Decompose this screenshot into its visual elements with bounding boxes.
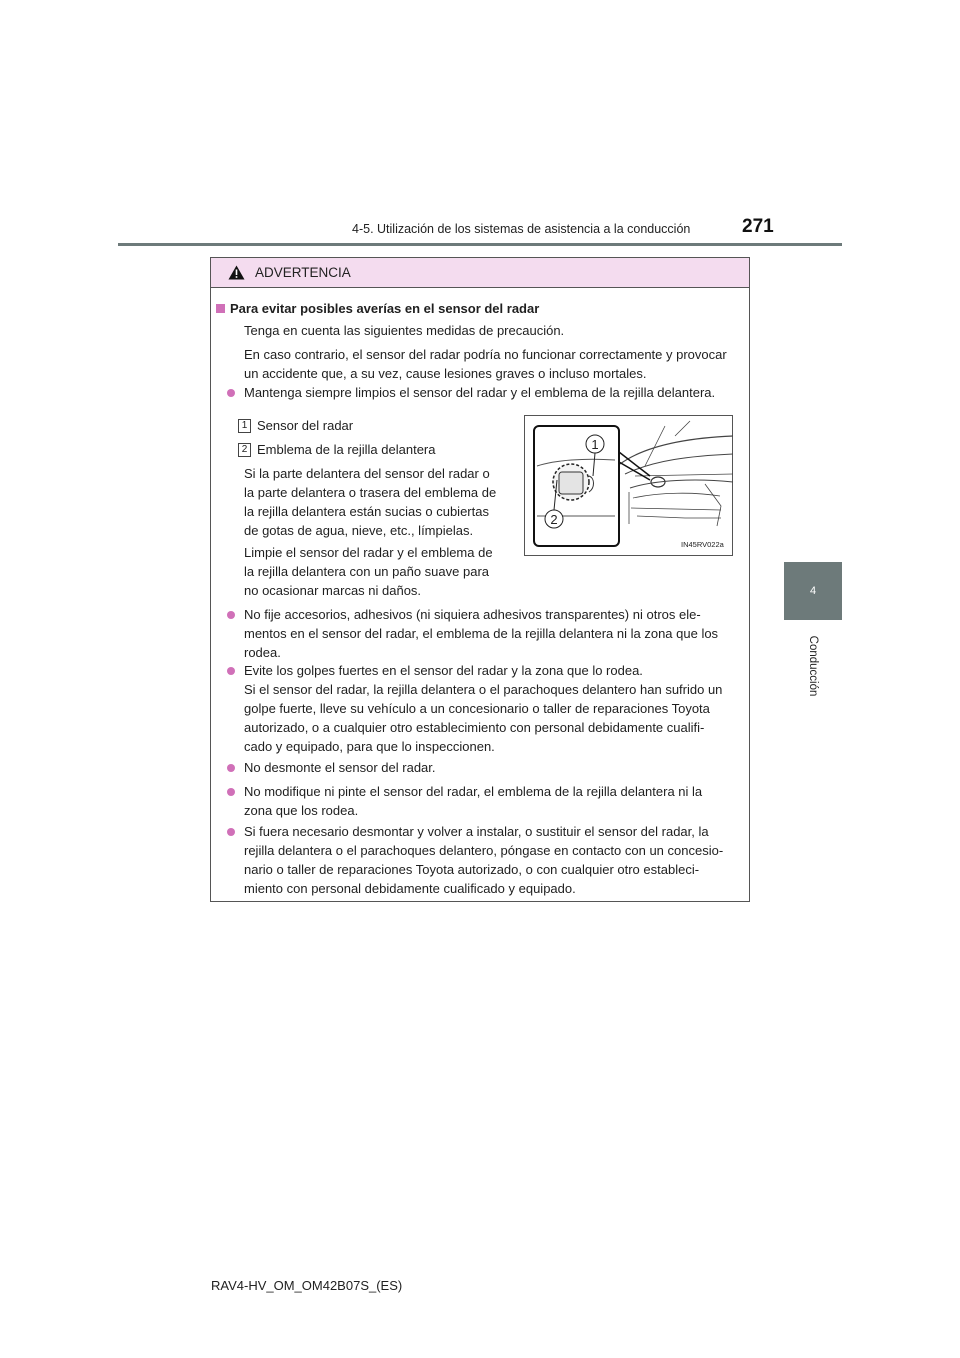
- bullet-accessories-line-2: mentos en el sensor del radar, el emblema de la rejilla delantera ni la zona que los: [244, 626, 719, 641]
- bullet-icon: [227, 764, 235, 772]
- dirty-line-3: la rejilla delantera están sucias o cubiertas: [244, 504, 489, 519]
- bullet-icon: [227, 828, 235, 836]
- clean-line-3: no ocasionar marcas ni daños.: [244, 583, 422, 598]
- bullet-replace-line-2: rejilla delantera o el parachoques delantero, póngase en contacto con un concesio-: [244, 843, 724, 858]
- number-badge-1: 1: [238, 419, 251, 433]
- bullet-impacts-line-4: autorizado, o a cualquier otro establecimiento con personal debidamente cualifi-: [244, 720, 705, 735]
- item-radar-sensor: Sensor del radar: [257, 418, 354, 433]
- chapter-title: Conducción: [807, 635, 819, 697]
- clean-line-2: la rejilla delantera con un paño suave para: [244, 564, 490, 579]
- warning-box: [210, 257, 750, 902]
- radar-sensor-figure: [524, 415, 733, 556]
- dirty-line-2: la parte delantera o trasera del emblema de: [244, 485, 497, 500]
- warning-title: ADVERTENCIA: [255, 265, 351, 280]
- bullet-replace-line-1: Si fuera necesario desmontar y volver a instalar, o sustituir el sensor del radar, la: [244, 824, 709, 839]
- section-title: 4-5. Utilización de los sistemas de asistencia a la conducción: [352, 222, 691, 236]
- page-number: 271: [742, 216, 774, 237]
- item-grille-emblem: Emblema de la rejilla delantera: [257, 442, 436, 457]
- bullet-replace-line-4: miento con personal debidamente cualificado y equipado.: [244, 881, 576, 896]
- bullet-icon: [227, 611, 235, 619]
- bullet-icon: [227, 667, 235, 675]
- consequence-line-2: un accidente que, a su vez, cause lesiones graves o incluso mortales.: [244, 366, 647, 381]
- clean-line-1: Limpie el sensor del radar y el emblema de: [244, 545, 493, 560]
- warning-heading: Para evitar posibles averías en el sensor del radar: [216, 299, 539, 318]
- bullet-icon: [227, 389, 235, 397]
- callout-2: 2: [550, 512, 558, 527]
- intro-text: Tenga en cuenta las siguientes medidas de precaución.: [244, 323, 565, 338]
- figure-code: IN45RV022a: [681, 540, 724, 549]
- consequence-line-1: En caso contrario, el sensor del radar podría no funcionar correctamente y provocar: [244, 347, 727, 362]
- bullet-impacts-line-2: Si el sensor del radar, la rejilla delantera o el parachoques delantero han sufrido un: [244, 682, 723, 697]
- warning-triangle-icon: [228, 265, 245, 280]
- bullet-impacts-line-3: golpe fuerte, lleve su vehículo a un concesionario o taller de reparaciones Toyota: [244, 701, 710, 716]
- bullet-accessories-line-3: rodea.: [244, 645, 281, 660]
- bullet-keep-clean: Mantenga siempre limpios el sensor del radar y el emblema de la rejilla delantera.: [244, 385, 716, 400]
- car-front-illustration: [525, 416, 734, 557]
- header-divider: [118, 243, 842, 246]
- document-code: RAV4-HV_OM_OM42B07S_(ES): [211, 1278, 403, 1293]
- number-badge-2: 2: [238, 443, 251, 457]
- bullet-no-disassemble: No desmonte el sensor del radar.: [244, 760, 436, 775]
- square-bullet-icon: [216, 304, 225, 313]
- bullet-replace-line-3: nario o taller de reparaciones Toyota autorizado, o con cualquier otro estableci-: [244, 862, 700, 877]
- bullet-icon: [227, 788, 235, 796]
- bullet-no-modify-line-1: No modifique ni pinte el sensor del radar, el emblema de la rejilla delantera ni la: [244, 784, 703, 799]
- dirty-line-1: Si la parte delantera del sensor del radar o: [244, 466, 490, 481]
- bullet-accessories-line-1: No fije accesorios, adhesivos (ni siquiera adhesivos transparentes) ni otros ele-: [244, 607, 701, 622]
- callout-1: 1: [591, 437, 599, 452]
- dirty-line-4: de gotas de agua, nieve, etc., límpielas.: [244, 523, 474, 538]
- bullet-impacts-line-1: Evite los golpes fuertes en el sensor del radar y la zona que lo rodea.: [244, 663, 643, 678]
- bullet-no-modify-line-2: zona que los rodea.: [244, 803, 359, 818]
- bullet-impacts-line-5: cado y equipado, para que lo inspeccionen.: [244, 739, 495, 754]
- warning-header: [211, 258, 749, 288]
- chapter-tab: 4: [784, 562, 842, 620]
